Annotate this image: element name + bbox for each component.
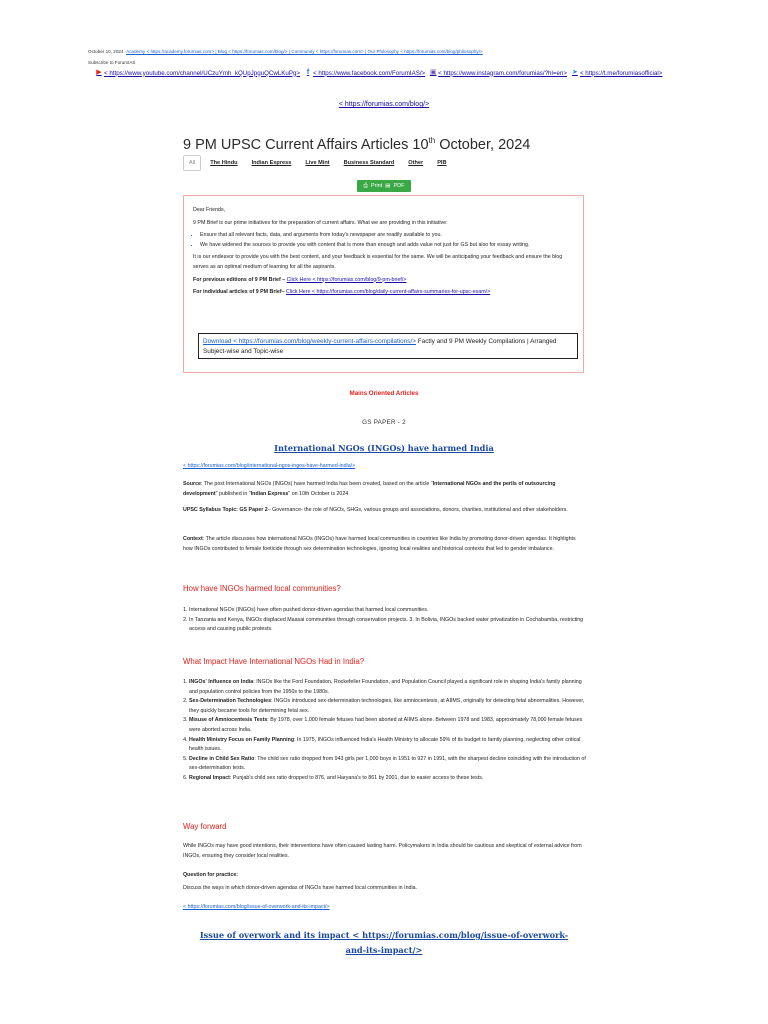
telegram-icon: ➤ <box>572 69 578 76</box>
previous-editions: For previous editions of 9 PM Brief – Click Here < https://forumias.com/blog/9-pm-brief/> <box>193 276 407 283</box>
article1-source: Source: The post International NGOs (INGOs) have harmed India has been created, based on the article "International NGOs and the perils of outsourcing development" published in "Indian Express" on 10th October is 2024 <box>183 481 556 497</box>
gs-paper-label: GS PAPER - 2 <box>362 419 406 426</box>
download-box <box>198 333 578 359</box>
way-forward-heading: Way forward <box>183 822 227 831</box>
intro-box <box>183 195 584 373</box>
next-article-url[interactable]: < https://forumias.com/blog/issue-of-overwork-and-its-impact/> <box>183 904 330 910</box>
practice-question <box>183 871 586 893</box>
header-date: October 10, 2024 <box>88 49 124 54</box>
list-item: 5. Decline in Child Sex Ratio: The child sex ratio dropped from 943 girls per 1,000 boys in 1951 to 927 in 1991, with the sharpest decline coinciding with the introduction of sex-determination tests. <box>189 755 586 774</box>
instagram-link[interactable] <box>429 69 567 77</box>
next-url-wrap <box>183 903 586 913</box>
article1-url-wrap <box>183 462 586 472</box>
list-item: 1. INGOs' Influence on India: INGOs like the Ford Foundation, Rockefeller Foundation, and Population Council played a significant role in shaping India's family planning and population control policies from the 1950s to the 1980s. <box>189 678 586 697</box>
list-item: 2. In Tanzania and Kenya, INGOs displaced Maasai communities through conservation projects. 3. In Bolivia, INGOs backed water privatization in Cochabamba, restricting access and causing public protests. <box>189 616 586 635</box>
q1-list <box>183 606 586 635</box>
list-item: 2. Sex-Determination Technologies: INGOs introduced sex-determination technologies, like amniocentesis, at AIIMS, originally for detecting fetal abnormalities. However, they quickly became tools for determining fetal sex. <box>189 697 586 716</box>
page-title: 9 PM UPSC Current Affairs Articles 10th October, 2024 <box>183 136 531 153</box>
printer-icon: ⎙ <box>363 182 368 189</box>
article1-heading[interactable]: International NGOs (INGOs) have harmed India <box>274 443 494 453</box>
facebook-link[interactable] <box>304 69 425 77</box>
print-pdf-button[interactable] <box>357 180 411 192</box>
list-item: • Ensure that all relevant facts, data, and arguments from today's newspaper are readily available to you. <box>200 231 574 241</box>
tab-live-mint[interactable]: Live Mint <box>305 160 330 166</box>
youtube-link[interactable] <box>95 69 300 77</box>
instagram-icon: ▣ <box>429 69 437 76</box>
practice-label: Question for practice: <box>183 872 239 878</box>
social-links <box>95 69 685 77</box>
question-heading-2: What Impact Have International NGOs Had in India? <box>183 657 365 666</box>
blog-link-wrap <box>0 101 768 108</box>
mains-heading: Mains Oriented Articles <box>349 390 419 397</box>
download-link[interactable]: Download < https://forumias.com/blog/weekly-current-affairs-compilations/> <box>203 338 416 345</box>
tab-business-standard[interactable]: Business Standard <box>343 160 395 166</box>
youtube-url: < https://www.youtube.com/channel/UCzuYmh_kQUpJpguQCwLKuPg> <box>104 69 301 77</box>
pdf-label: PDF <box>393 183 405 189</box>
youtube-icon: ▶ <box>96 69 102 76</box>
telegram-url: < https://t.me/forumiasofficial> <box>579 69 663 77</box>
article1-syllabus: UPSC Syllabus Topic: GS Paper 2– Governance- the role of NGOs, SHGs, various groups and associations, donors, charities, institutional and other stakeholders. <box>183 507 568 513</box>
intro-paragraph-2: It is our endeavor to provide you with the best content, and your feedback is essential for the same. We will be anticipating your feedback and ensure the blog serves as an optimal medium of learning for all the aspirants. <box>193 254 563 270</box>
previous-editions-link[interactable]: Click Here < https://forumias.com/blog/9-pm-brief/> <box>286 276 407 283</box>
facebook-url: < https://www.facebook.com/ForumIAS/> <box>313 69 426 77</box>
list-item: 6. Regional Impact: Punjab's child sex ratio dropped to 876, and Haryana's to 861 by 2001, due to easier access to these tests. <box>189 774 586 784</box>
tab-pib[interactable]: PIB <box>437 160 447 166</box>
way-forward-text: While INGOs may have good intentions, their interventions have often caused lasting harm. Policymakers in India should be cautious and skeptical of external advice from INGOs, ensuring they consider local realities. <box>183 843 582 859</box>
article2-heading[interactable]: Issue of overwork and its impact < https://forumias.com/blog/issue-of-overwork-and-its-impact/> <box>199 930 569 955</box>
header-nav-links[interactable]: Academy < https://academy.forumias.com> | Blog < https://forumias.com/blog/> | Community < https://forumias.com> | Our Philosophy < https://forumias.com/blog/philosophy/> <box>126 49 483 54</box>
source-tabs <box>183 155 456 171</box>
greeting: Dear Friends, <box>193 207 226 213</box>
article1-context: Context: The article discusses how international NGOs (INGOs) have harmed local communities in countries like India by promoting donor-driven agendas. It highlights how INGOs contributed to female foeticide through sex determination technologies, ignoring local realities and historical contexts that led to gender imbalance. <box>183 536 576 552</box>
intro-bullets <box>193 231 574 250</box>
facebook-icon: f <box>306 69 310 76</box>
list-item: 3. Misuse of Amniocentesis Tests: By 1978, over 1,000 female fetuses had been aborted at AIIMS alone. Between 1978 and 1983, approximately 78,000 female fetuses were aborted across India. <box>189 716 586 735</box>
article1-url[interactable]: < https://forumias.com/blog/international-ngos-ingos-have-harmed-india/> <box>183 463 356 469</box>
individual-articles: For individual articles of 9 PM Brief– Click Here < https://forumias.com/blog/daily-current-affairs-summaries-for-upsc-exam/> <box>193 289 491 296</box>
header-nav-line <box>88 49 483 54</box>
pdf-icon: ▤ <box>385 183 391 189</box>
tab-other[interactable]: Other <box>408 160 424 166</box>
download-text: Factly and 9 PM Weekly Compilations | Arranged Subject-wise and Topic-wise <box>203 338 557 355</box>
intro-paragraph-1: 9 PM Brief is our prime initiatives for the preparation of current affairs. What we are providing in this initiative: <box>193 219 448 226</box>
print-label: Print <box>370 183 383 189</box>
telegram-link[interactable] <box>571 69 662 77</box>
instagram-url: < https://www.instagram.com/forumias/?hl=en> <box>438 69 567 77</box>
blog-link[interactable]: < https://forumias.com/blog/> <box>338 101 430 108</box>
tab-indian-express[interactable]: Indian Express <box>251 160 292 166</box>
individual-articles-link[interactable]: Click Here < https://forumias.com/blog/daily-current-affairs-summaries-for-upsc-exam/> <box>286 289 491 296</box>
list-item: • We have widened the sources to provide you with content that is more than enough and adds value not just for GS but also for essay writing. <box>200 241 574 251</box>
subscribe-text: Subscribe to ForumIAS <box>88 60 136 65</box>
question-heading-1: How have INGOs harmed local communities? <box>183 584 341 593</box>
tab-the-hindu[interactable]: The Hindu <box>210 160 238 166</box>
q2-list <box>183 678 586 784</box>
practice-text: Discuss the ways in which donor-driven agendas of INGOs have harmed local communities in India. <box>183 884 418 891</box>
tab-all[interactable]: All <box>183 155 201 171</box>
list-item: 4. Health Ministry Focus on Family Planning: In 1975, INGOs influenced India's Health Ministry to allocate 59% of its budget to family planning, neglecting other critical health issues. <box>189 736 586 755</box>
list-item: 1. International NGOs (INGOs) have often pushed donor-driven agendas that harmed local communities. <box>189 606 586 616</box>
